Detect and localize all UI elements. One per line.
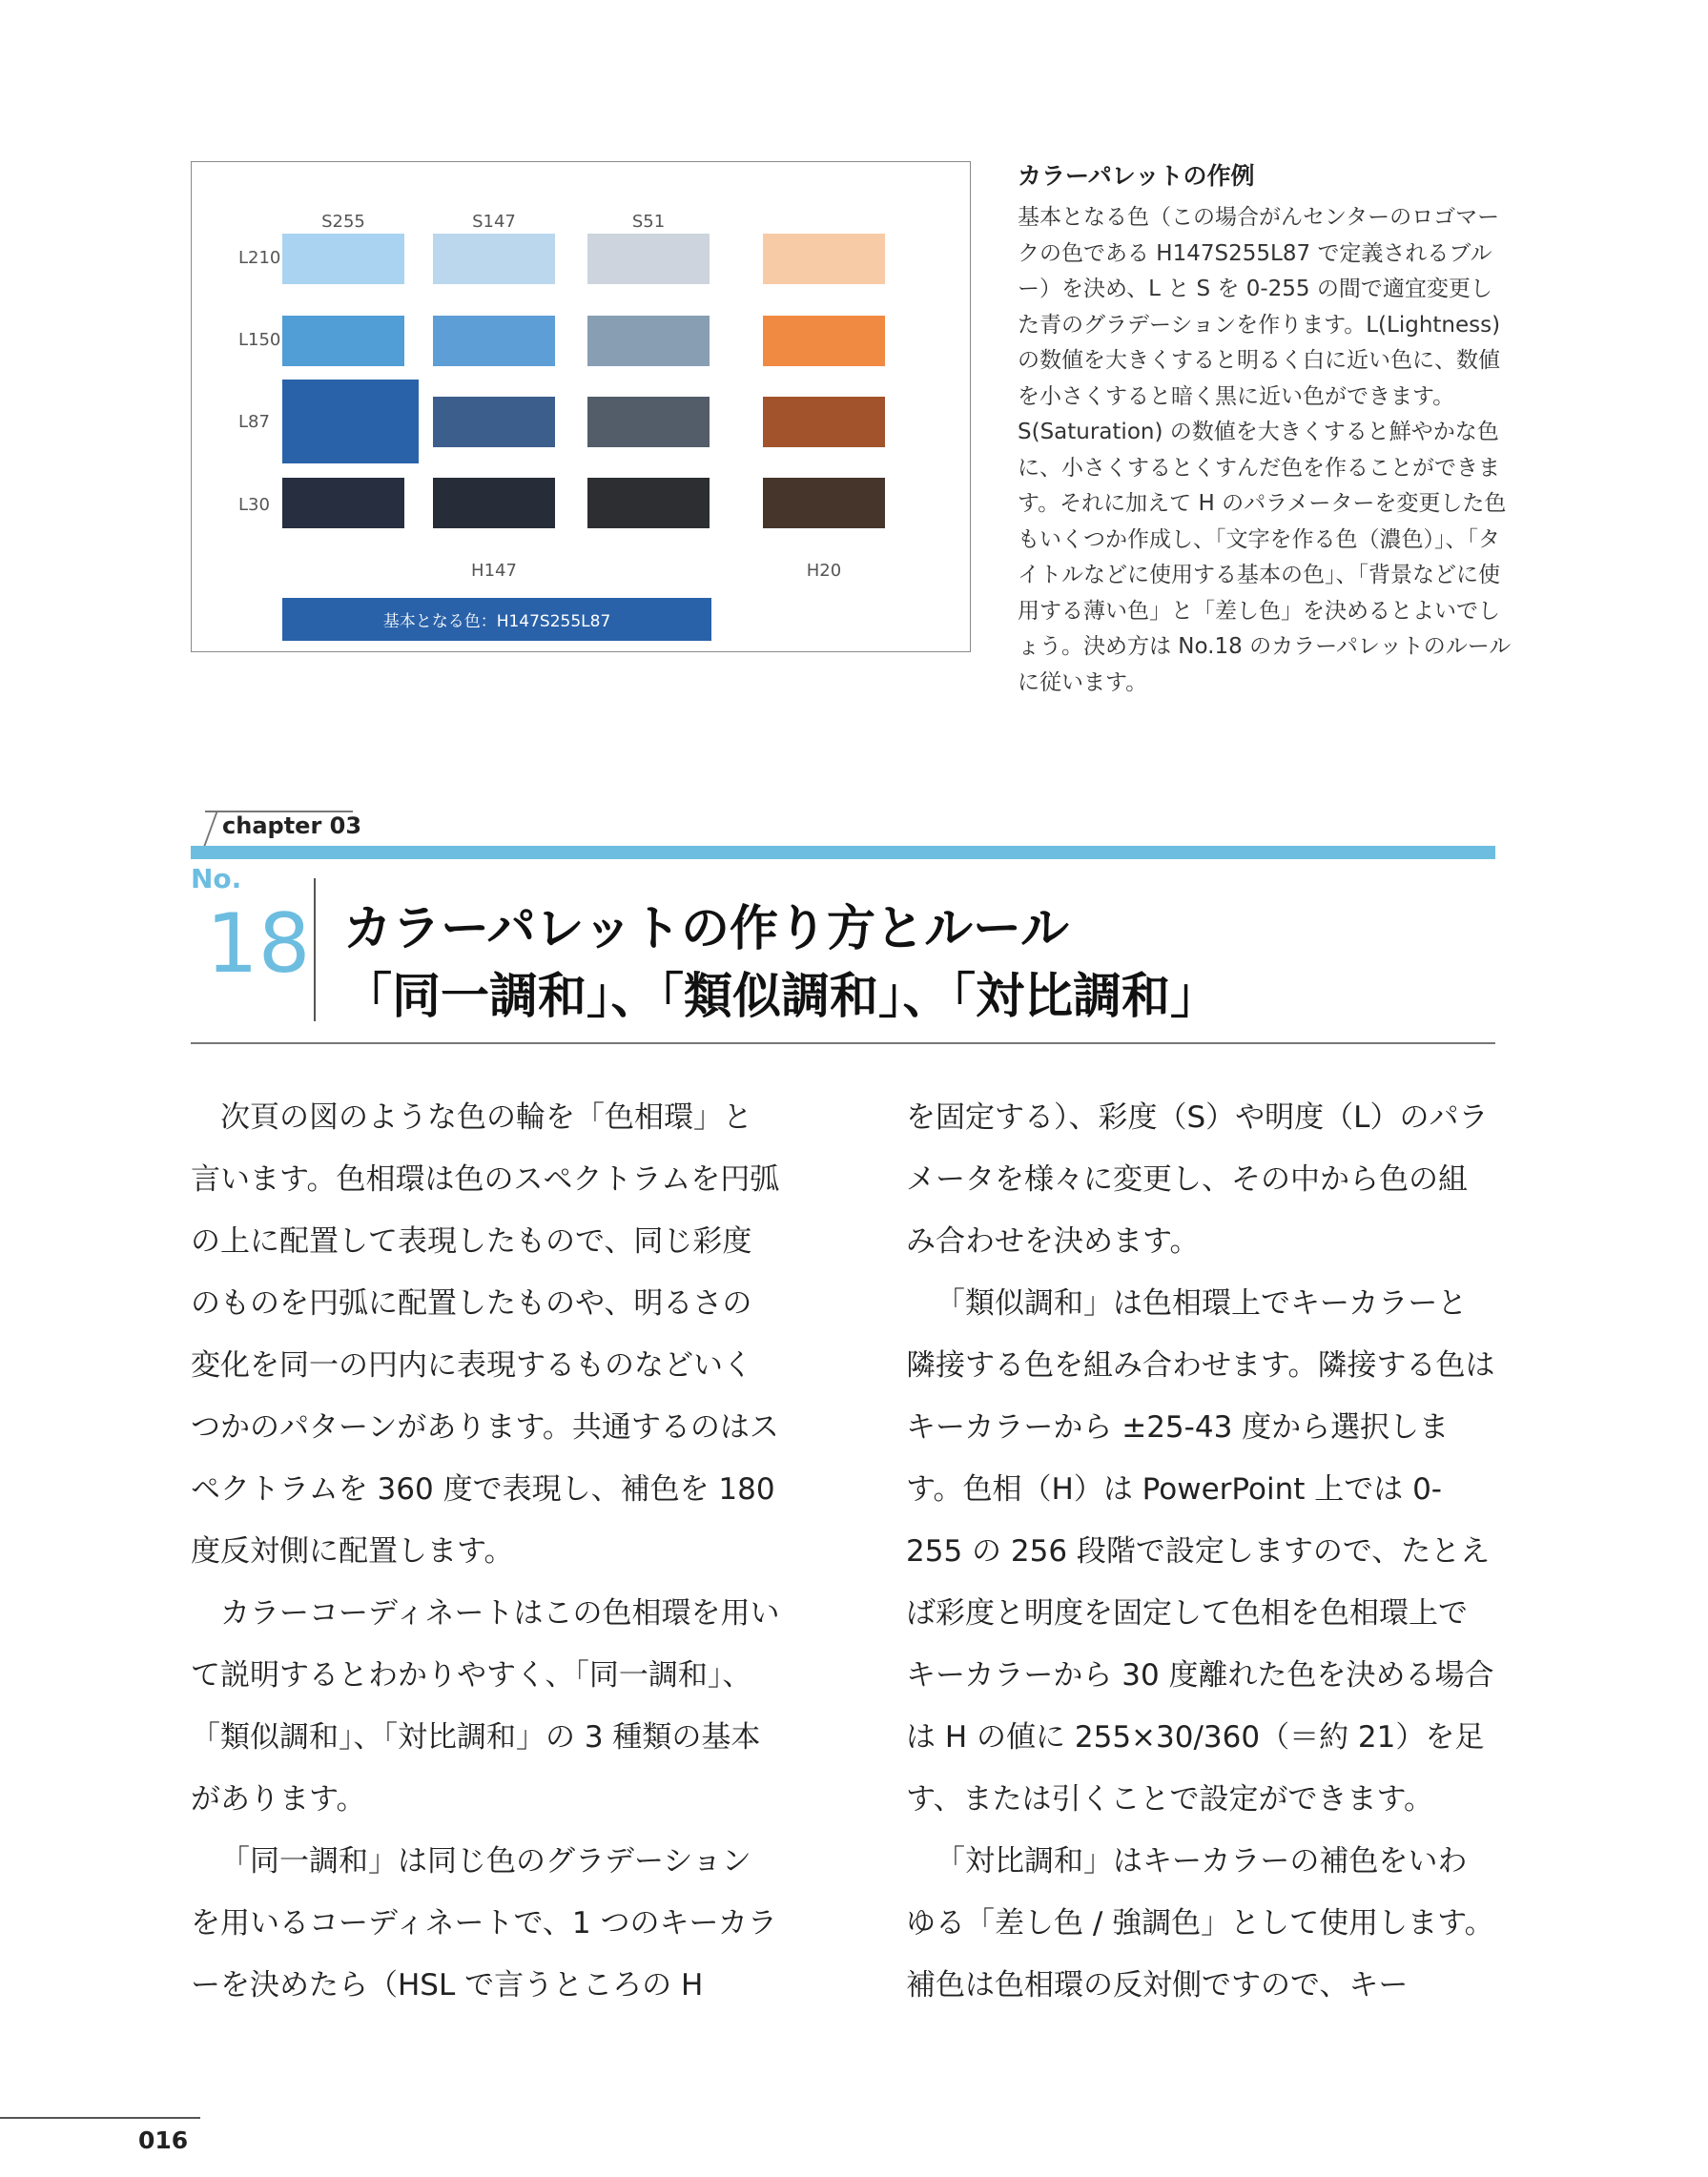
swatch-s51-l150 (587, 316, 710, 366)
title-divider (314, 878, 316, 1021)
swatch-s51-l30 (587, 478, 710, 528)
swatch-s255-l210 (282, 234, 404, 284)
swatch-s51-l87 (587, 397, 710, 447)
row-label-l150: L150 (238, 330, 281, 350)
body-right-column (906, 1087, 1495, 2017)
section-title-line-2: 「同一調和」、「類似調和」、「対比調和」 (343, 969, 1220, 1025)
hue-label-h20: H20 (806, 561, 842, 581)
section-title-line-1: カラーパレットの作り方とルール (343, 901, 1069, 957)
swatch-s147-l210 (433, 234, 555, 284)
footer-rule (0, 2117, 200, 2119)
title-bottom-rule (191, 1042, 1495, 1044)
swatch-s255-l30 (282, 478, 404, 528)
caption-title: カラーパレットの作例 (1018, 162, 1255, 190)
swatch-s255-l87-base (282, 380, 419, 463)
color-palette-figure (191, 161, 971, 652)
swatch-h20-l30 (763, 478, 885, 528)
page-number: 016 (138, 2126, 189, 2154)
body-paragraph: 「類似調和」は色相環上でキーカラーと隣接する色を組み合わせます。隣接する色はキーカラーから ±25-43 度から選択します。色相（H）は PowerPoint 上では 0-255 の 256 段階で設定しますので、たとえば彩度と明度を固定して色相を色相環上でキーカラーから 30 度離れた色を決める場合は H の値に 255×30/360（＝約 21）を足す、または引くことで設定ができます。 (906, 1286, 1495, 1817)
row-label-l87: L87 (238, 412, 270, 432)
section-no-label: No. (191, 863, 242, 894)
swatch-h20-l210 (763, 234, 885, 284)
row-label-l30: L30 (238, 495, 270, 515)
accent-rule (191, 846, 1495, 859)
chapter-label: chapter 03 (222, 812, 362, 839)
hue-label-h147: H147 (471, 561, 517, 581)
body-left-column (191, 1087, 780, 2017)
row-label-l210: L210 (238, 248, 281, 268)
chapter-tab-slash (202, 811, 218, 850)
swatch-s147-l30 (433, 478, 555, 528)
column-label-s147: S147 (472, 212, 516, 232)
base-color-bar: 基本となる色：H147S255L87 (282, 598, 711, 641)
swatch-s147-l150 (433, 316, 555, 366)
caption-body: 基本となる色（この場合がんセンターのロゴマークの色である H147S255L87 で定義されるブルー）を決め、L と S を 0-255 の間で適宜変更した青のグラデーションを作ります。L(Lightness) の数値を大きくすると明るく白に近い色に、数値を小さくすると暗く黒に近い色ができます。S(Saturation) の数値を大きくすると鮮やかな色に、小さくするとくすんだ色を作ることができます。それに加えて H のパラメーターを変更した色もいくつか作成し、「文字を作る色（濃色）」、「タイトルなどに使用する基本の色」、「背景などに使用する薄い色」と「差し色」を決めるとよいでしょう。決め方は No.18 のカラーパレットのルールに従います。 (1018, 205, 1512, 695)
body-paragraph: カラーコーディネートはこの色相環を用いて説明するとわかりやすく、「同一調和」、「類似調和」、「対比調和」の 3 種類の基本があります。 (191, 1596, 780, 1817)
swatch-s147-l87 (433, 397, 555, 447)
body-paragraph: 「対比調和」はキーカラーの補色をいわゆる「差し色 / 強調色」として使用します。補色は色相環の反対側ですので、キー (906, 1844, 1494, 2002)
body-paragraph: を固定する）、彩度（S）や明度（L）のパラメータを様々に変更し、その中から色の組み合わせを決めます。 (906, 1100, 1489, 1259)
body-paragraph: 次頁の図のような色の輪を「色相環」と言います。色相環は色のスペクトラムを円弧の上に配置して表現したもので、同じ彩度のものを円弧に配置したものや、明るさの変化を同一の円内に表現するものなどいくつかのパターンがあります。共通するのはスペクトラムを 360 度で表現し、補色を 180 度反対側に配置します。 (191, 1100, 780, 1569)
section-number: 18 (206, 896, 311, 992)
swatch-h20-l150 (763, 316, 885, 366)
swatch-h20-l87 (763, 397, 885, 447)
swatch-s51-l210 (587, 234, 710, 284)
swatch-s255-l150 (282, 316, 404, 366)
column-label-s255: S255 (321, 212, 365, 232)
body-paragraph: 「同一調和」は同じ色のグラデーションを用いるコーディネートで、1 つのキーカラーを決めたら（HSL で言うところの H (191, 1844, 777, 2002)
column-label-s51: S51 (631, 212, 666, 232)
